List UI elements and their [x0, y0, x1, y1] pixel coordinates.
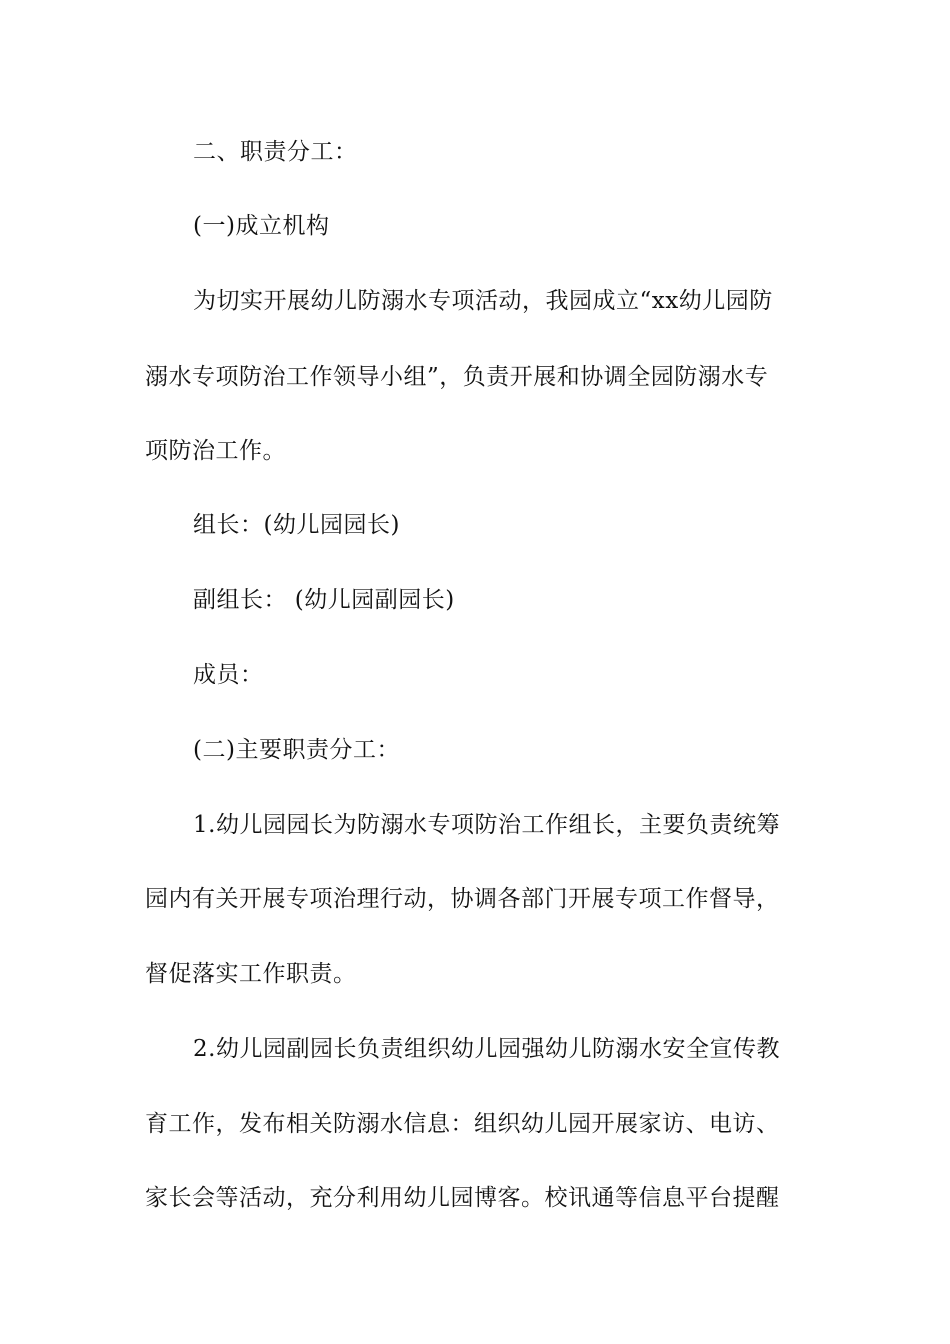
leader-line: 组长：(幼儿园园长) [193, 512, 400, 538]
paragraph-line: 1.幼儿园园长为防溺水专项防治工作组长，主要负责统筹 [193, 812, 780, 838]
paragraph-line: 项防治工作。 [145, 438, 286, 464]
deputy-leader-line: 副组长： (幼儿园副园长) [193, 587, 455, 613]
subsection-heading-establish: (一)成立机构 [193, 213, 330, 239]
paragraph-line: 园内有关开展专项治理行动，协调各部门开展专项工作督导， [145, 886, 780, 912]
paragraph-line: 督促落实工作职责。 [145, 961, 357, 987]
paragraph-line: 溺水专项防治工作领导小组”，负责开展和协调全园防溺水专 [145, 364, 769, 390]
paragraph-line: 家长会等活动，充分利用幼儿园博客。校讯通等信息平台提醒 [145, 1185, 780, 1211]
paragraph-line: 2.幼儿园副园长负责组织幼儿园强幼儿防溺水安全宣传教 [193, 1036, 780, 1062]
subsection-heading-duties: (二)主要职责分工： [193, 737, 400, 763]
paragraph-line: 为切实开展幼儿防溺水专项活动，我园成立“xx幼儿园防 [193, 288, 773, 314]
paragraph-line: 育工作，发布相关防溺水信息：组织幼儿园开展家访、电访、 [145, 1111, 780, 1137]
members-line: 成员： [193, 662, 264, 688]
section-heading-duties: 二、职责分工： [193, 139, 358, 165]
